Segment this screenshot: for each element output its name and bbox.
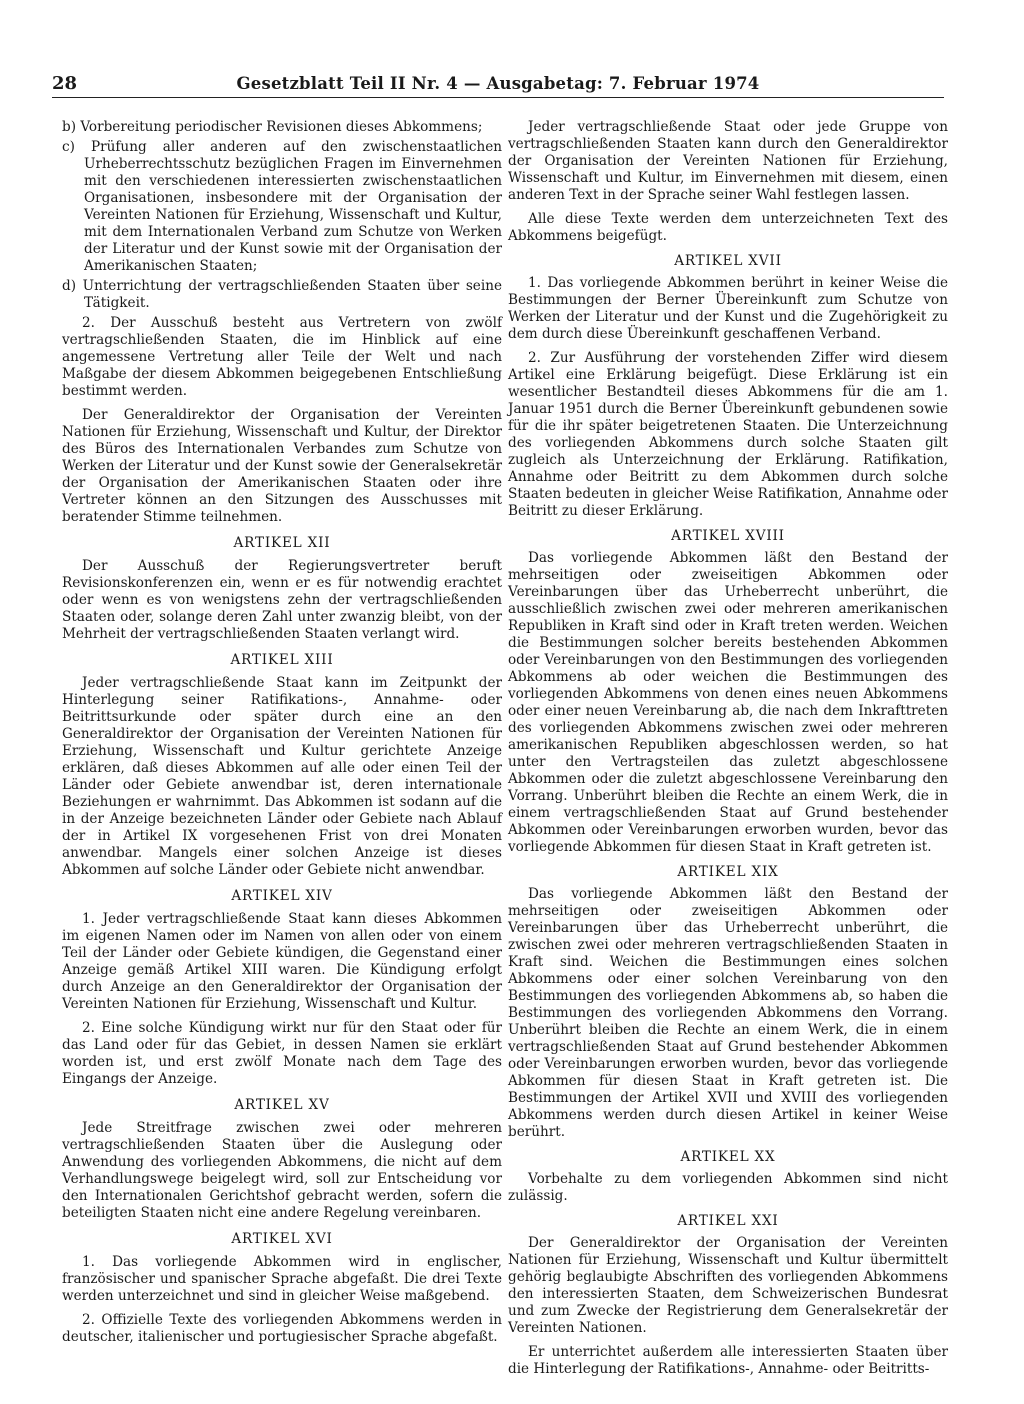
running-title: Gesetzblatt Teil II Nr. 4 — Ausgabetag: 7. Februar 1974 xyxy=(236,74,760,93)
article-heading: ARTIKEL XV xyxy=(234,1097,330,1113)
paragraph: 2. Der Ausschuß besteht aus Vertretern von zwölf vertragschließenden Staaten, die im Hinblick auf eine angemessene Vertretung aller Teile der Welt und nach Maßgabe der diesem Abkommen beigegebenen Entschließung bestimmt werden. xyxy=(62,315,502,399)
page-header xyxy=(52,73,944,98)
paragraph: Der Generaldirektor der Organisation der Vereinten Nationen für Erziehung, Wissenschaft und Kultur, der Direktor des Büros des Internationalen Verbandes zum Schutze von Werken der Literatur und der Kunst sowie der Generalsekretär der Organisation der Amerikanischen Staaten oder ihre Vertreter können an den Sitzungen des Ausschusses mit beratender Stimme teilnehmen. xyxy=(62,407,502,525)
paragraph: 1. Jeder vertragschließende Staat kann dieses Abkommen im eigenen Namen oder im Namen von allen oder von einem Teil der Länder oder Gebiete kündigen, die Gegenstand einer Anzeige gemäß Artikel XIII waren. Die Kündigung erfolgt durch Anzeige an den Generaldirektor der Organisation der Vereinten Nationen für Erziehung, Wissenschaft und Kultur. xyxy=(62,911,502,1012)
list-item-c: c) Prüfung aller anderen auf den zwischenstaatlichen Urheberrechtsschutz bezüglichen Fragen im Einvernehmen mit den verschiedenen interessierten zwischenstaatlichen Organisationen, insbesondere mit der Organisation der Vereinten Nationen für Erziehung, Wissenschaft und Kultur, mit dem Internationalen Verband zum Schutze von Werken der Literatur und der Kunst sowie mit der Organisation der Amerikanischen Staaten; xyxy=(62,139,502,274)
article-heading: ARTIKEL XVI xyxy=(231,1231,333,1247)
article-heading: ARTIKEL XX xyxy=(680,1149,776,1165)
paragraph: 1. Das vorliegende Abkommen berührt in keiner Weise die Bestimmungen der Berner Übereinkunft zum Schutze von Werken der Literatur und der Kunst und die Zugehörigkeit zu dem durch diese Übereinkunft geschaffenen Verband. xyxy=(508,275,948,342)
paragraph: Der Generaldirektor der Organisation der Vereinten Nationen für Erziehung, Wissenschaft und Kultur übermittelt gehörig beglaubigte Abschriften des vorliegenden Abkommens den interessierten Staaten, dem Schweizerischen Bundesrat und zum Zwecke der Registrierung dem Generalsekretär der Vereinten Nationen. xyxy=(508,1235,948,1336)
paragraph: Das vorliegende Abkommen läßt den Bestand der mehrseitigen oder zweiseitigen Abkommen oder Vereinbarungen über das Urheberrecht unberührt, die zwischen zwei oder mehreren vertragschließenden Staaten in Kraft sind. Weichen die Bestimmungen eines solchen Abkommens oder einer solchen Vereinbarung von den Bestimmungen des vorliegenden Abkommens ab, so haben die Bestimmungen des vorliegenden Abkommens den Vorrang. Unberührt bleiben die Rechte an einem Werk, die in einem vertragschließenden Staat auf Grund bestehender Abkommen oder Vereinbarungen erworben wurden, bevor das vorliegende Abkommen für diesen Staat in Kraft getreten ist. Die Bestimmungen der Artikel XVII und XVIII des vorliegenden Abkommens werden durch diesen Artikel in keiner Weise berührt. xyxy=(508,886,948,1140)
paragraph: Jeder vertragschließende Staat oder jede Gruppe von vertragschließenden Staaten kann durch den Generaldirektor der Organisation der Vereinten Nationen für Erziehung, Wissenschaft und Kultur, im Einvernehmen mit diesem, einen anderen Text in der Sprache seiner Wahl festlegen lassen. xyxy=(508,119,948,203)
article-heading: ARTIKEL XXI xyxy=(677,1213,779,1229)
article-heading: ARTIKEL XIX xyxy=(677,864,779,880)
paragraph: Jede Streitfrage zwischen zwei oder mehreren vertragschließenden Staaten über die Auslegung oder Anwendung des vorliegenden Abkommens, die nicht auf dem Verhandlungswege beigelegt wird, soll zur Entscheidung vor den Internationalen Gerichtshof gebracht werden, sofern die beteiligten Staaten nicht eine andere Regelung vereinbaren. xyxy=(62,1120,502,1221)
paragraph: Er unterrichtet außerdem alle interessierten Staaten über die Hinterlegung der Ratifikations-, Annahme- oder Beitritts- xyxy=(508,1344,948,1377)
article-heading: ARTIKEL XVIII xyxy=(671,528,785,544)
paragraph: Jeder vertragschließende Staat kann im Zeitpunkt der Hinterlegung seiner Ratifikations-, Annahme- oder Beitrittsurkunde oder später durch eine an den Generaldirektor der Organisation der Vereinten Nationen für Erziehung, Wissenschaft und Kultur gerichtete Anzeige erklären, daß dieses Abkommen auf alle oder einen Teil der Länder oder Gebiete anwendbar ist, deren internationale Beziehungen er wahrnimmt. Das Abkommen ist sodann auf die in der Anzeige bezeichneten Länder oder Gebiete nach Ablauf der in Artikel IX vorgesehenen Frist von drei Monaten anwendbar. Mangels einer solchen Anzeige ist dieses Abkommen auf solche Länder oder Gebiete nicht anwendbar. xyxy=(62,675,502,878)
paragraph: 2. Zur Ausführung der vorstehenden Ziffer wird diesem Artikel eine Erklärung beigefügt. Diese Erklärung ist ein wesentlicher Bestandteil dieses Abkommens für die am 1. Januar 1951 durch die Berner Übereinkunft gebundenen sowie für die ihr später beigetretenen Staaten. Die Unterzeichnung des vorliegenden Abkommens durch solche Staaten gilt zugleich als Unterzeichnung der Erklärung. Ratifikation, Annahme oder Beitritt zu dem Abkommen durch solche Staaten bedeuten in gleicher Weise Ratifikation, Annahme oder Beitritt zu dieser Erklärung. xyxy=(508,350,948,519)
page-number: 28 xyxy=(52,73,78,94)
paragraph: Alle diese Texte werden dem unterzeichneten Text des Abkommens beigefügt. xyxy=(508,211,948,244)
paragraph: 2. Eine solche Kündigung wirkt nur für den Staat oder für das Land oder für das Gebiet, in dessen Namen sie erklärt worden ist, und erst zwölf Monate nach dem Tage des Eingangs der Anzeige. xyxy=(62,1020,502,1087)
article-heading: ARTIKEL XIII xyxy=(230,652,334,668)
article-heading: ARTIKEL XIV xyxy=(231,888,333,904)
left-column xyxy=(62,119,502,1353)
list-item-d: d) Unterrichtung der vertragschließenden Staaten über seine Tätigkeit. xyxy=(62,278,502,311)
right-column xyxy=(508,119,948,1385)
paragraph: 2. Offizielle Texte des vorliegenden Abkommens werden in deutscher, italienischer und portugiesischer Sprache abgefaßt. xyxy=(62,1312,502,1345)
article-heading: ARTIKEL XII xyxy=(233,535,331,551)
list-item-b: b) Vorbereitung periodischer Revisionen dieses Abkommens; xyxy=(62,119,483,135)
paragraph: Vorbehalte zu dem vorliegenden Abkommen sind nicht zulässig. xyxy=(508,1171,948,1204)
article-heading: ARTIKEL XVII xyxy=(674,253,782,269)
paragraph: 1. Das vorliegende Abkommen wird in englischer, französischer und spanischer Sprache abgefaßt. Die drei Texte werden unterzeichnet und sind in gleicher Weise maßgebend. xyxy=(62,1254,502,1304)
paragraph: Der Ausschuß der Regierungsvertreter beruft Revisionskonferenzen ein, wenn er es für notwendig erachtet oder wenn es von wenigstens zehn der vertragschließenden Staaten oder, solange deren Zahl unter zwanzig bleibt, von der Mehrheit der vertragschließenden Staaten verlangt wird. xyxy=(62,558,502,642)
paragraph: Das vorliegende Abkommen läßt den Bestand der mehrseitigen oder zweiseitigen Abkommen oder Vereinbarungen über das Urheberrecht unberührt, die ausschließlich zwischen zwei oder mehreren amerikanischen Republiken in Kraft sind oder in Kraft treten werden. Weichen die Bestimmungen solcher bereits bestehenden Abkommen oder Vereinbarungen von den Bestimmungen des vorliegenden Abkommens ab oder weichen die Bestimmungen des vorliegenden Abkommens von denen eines neuen Abkommens oder einer neuen Vereinbarung ab, die nach dem Inkrafttreten des vorliegenden Abkommens zwischen zwei oder mehreren amerikanischen Republiken abgeschlossen werden, so hat unter den Vertragsteilen das zuletzt abgeschlossene Abkommen oder die zuletzt abgeschlossene Vereinbarung den Vorrang. Unberührt bleiben die Rechte an einem Werk, die in einem vertragschließenden Staat auf Grund bestehender Abkommen oder Vereinbarungen erworben wurden, bevor das vorliegende Abkommen für diesen Staat in Kraft getreten ist. xyxy=(508,550,948,855)
